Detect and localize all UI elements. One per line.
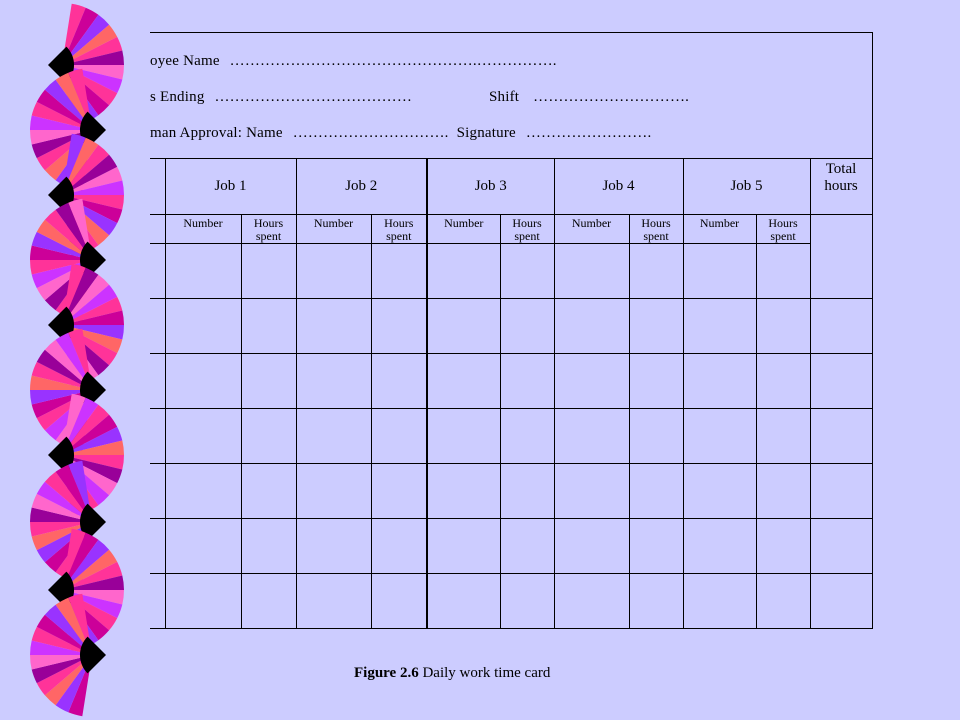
- row-stub-cell: [150, 354, 165, 409]
- job-header-3: Job 3: [427, 159, 554, 215]
- number-entry-cell[interactable]: [427, 299, 500, 354]
- hours-entry-cell[interactable]: [629, 299, 683, 354]
- total-hours-cell[interactable]: [810, 574, 872, 629]
- number-header: Number: [427, 215, 500, 244]
- number-entry-cell[interactable]: [296, 409, 371, 464]
- hours-entry-cell[interactable]: [371, 519, 427, 574]
- week-ending-label: s Ending: [150, 89, 205, 105]
- hours-label-line2: spent: [643, 229, 669, 243]
- hours-entry-cell[interactable]: [629, 574, 683, 629]
- total-hours-cell[interactable]: [810, 409, 872, 464]
- hours-entry-cell[interactable]: [500, 244, 554, 299]
- week-ending-dots: …………………………………: [214, 89, 413, 105]
- fan-handle: [80, 637, 106, 674]
- figure-text: Daily work time card: [422, 665, 551, 681]
- approval-name-dots: ………………………….: [292, 125, 449, 141]
- number-header: Number: [683, 215, 756, 244]
- row-stub-cell: [150, 409, 165, 464]
- number-entry-cell[interactable]: [427, 574, 500, 629]
- number-entry-cell[interactable]: [296, 354, 371, 409]
- hours-entry-cell[interactable]: [500, 354, 554, 409]
- number-entry-cell[interactable]: [683, 519, 756, 574]
- number-entry-cell[interactable]: [427, 519, 500, 574]
- hours-entry-cell[interactable]: [500, 464, 554, 519]
- number-entry-cell[interactable]: [296, 574, 371, 629]
- decorative-fan-border: [0, 0, 150, 720]
- number-entry-cell[interactable]: [296, 244, 371, 299]
- hours-entry-cell[interactable]: [629, 519, 683, 574]
- hours-label-line1: Hours: [253, 216, 284, 230]
- number-entry-cell[interactable]: [683, 409, 756, 464]
- hours-entry-cell[interactable]: [756, 354, 810, 409]
- table-row: [150, 464, 872, 519]
- number-entry-cell[interactable]: [554, 519, 629, 574]
- hours-entry-cell[interactable]: [756, 574, 810, 629]
- job-header-1: Job 1: [165, 159, 296, 215]
- table-row: [150, 244, 872, 299]
- hours-entry-cell[interactable]: [500, 299, 554, 354]
- number-entry-cell[interactable]: [165, 574, 241, 629]
- row-stub-cell: [150, 244, 165, 299]
- table-row: [150, 299, 872, 354]
- hours-entry-cell[interactable]: [241, 244, 296, 299]
- number-entry-cell[interactable]: [683, 354, 756, 409]
- hours-entry-cell[interactable]: [371, 244, 427, 299]
- hours-entry-cell[interactable]: [371, 464, 427, 519]
- hours-entry-cell[interactable]: [241, 299, 296, 354]
- sub-header-row: [150, 215, 872, 244]
- approval-line: [150, 125, 651, 142]
- row-stub-cell: [150, 215, 165, 244]
- number-entry-cell[interactable]: [554, 409, 629, 464]
- hours-entry-cell[interactable]: [500, 519, 554, 574]
- hours-entry-cell[interactable]: [756, 244, 810, 299]
- time-card-header: [150, 32, 873, 159]
- signature-dots: …………………….: [525, 125, 652, 141]
- number-header: Number: [165, 215, 241, 244]
- number-entry-cell[interactable]: [165, 244, 241, 299]
- table-row: [150, 354, 872, 409]
- number-entry-cell[interactable]: [427, 409, 500, 464]
- hours-entry-cell[interactable]: [371, 574, 427, 629]
- job-header-2: Job 2: [296, 159, 427, 215]
- approval-name-label: man Approval: Name: [150, 125, 283, 141]
- number-entry-cell[interactable]: [554, 354, 629, 409]
- hours-entry-cell[interactable]: [756, 519, 810, 574]
- number-entry-cell[interactable]: [165, 299, 241, 354]
- total-hours-cell[interactable]: [810, 215, 872, 299]
- number-entry-cell[interactable]: [296, 299, 371, 354]
- number-entry-cell[interactable]: [554, 244, 629, 299]
- hours-entry-cell[interactable]: [371, 354, 427, 409]
- total-label-line1: Total: [825, 161, 857, 177]
- number-entry-cell[interactable]: [296, 464, 371, 519]
- hours-entry-cell[interactable]: [756, 409, 810, 464]
- hours-entry-cell[interactable]: [756, 299, 810, 354]
- number-header: Number: [554, 215, 629, 244]
- hours-label-line2: spent: [770, 229, 796, 243]
- number-entry-cell[interactable]: [165, 464, 241, 519]
- number-entry-cell[interactable]: [683, 464, 756, 519]
- number-entry-cell[interactable]: [554, 299, 629, 354]
- hours-label-line2: spent: [514, 229, 540, 243]
- number-entry-cell[interactable]: [683, 244, 756, 299]
- row-stub-cell: [150, 574, 165, 629]
- hours-entry-cell[interactable]: [241, 409, 296, 464]
- employee-name-label: oyee Name: [150, 53, 220, 69]
- hours-spent-header: [500, 215, 554, 244]
- total-hours-cell[interactable]: [810, 464, 872, 519]
- hours-entry-cell[interactable]: [241, 354, 296, 409]
- hours-entry-cell[interactable]: [500, 409, 554, 464]
- table-row: [150, 409, 872, 464]
- total-hours-header: [810, 159, 872, 215]
- job-header-4: Job 4: [554, 159, 683, 215]
- shift-label: Shift: [489, 89, 520, 105]
- total-hours-cell[interactable]: [810, 519, 872, 574]
- number-entry-cell[interactable]: [165, 354, 241, 409]
- table-row: [150, 519, 872, 574]
- shift-dots: ………………………….: [533, 89, 690, 105]
- hours-label-line1: Hours: [768, 216, 798, 230]
- figure-label: Figure 2.6: [354, 665, 419, 681]
- time-card-table: [150, 158, 873, 629]
- hours-entry-cell[interactable]: [629, 464, 683, 519]
- number-entry-cell[interactable]: [165, 519, 241, 574]
- total-label-line2: hours: [824, 178, 858, 194]
- employee-name-dots: ………………………………………….…………….: [229, 53, 557, 69]
- week-ending-line: [150, 89, 412, 106]
- hours-entry-cell[interactable]: [756, 464, 810, 519]
- number-entry-cell[interactable]: [165, 409, 241, 464]
- job-header-row: [150, 159, 872, 215]
- hours-label-line2: spent: [386, 229, 412, 243]
- row-stub-cell: [150, 299, 165, 354]
- hours-spent-header: [371, 215, 427, 244]
- number-entry-cell[interactable]: [427, 354, 500, 409]
- number-entry-cell[interactable]: [554, 464, 629, 519]
- number-entry-cell[interactable]: [427, 244, 500, 299]
- row-stub-cell: [150, 159, 165, 215]
- number-entry-cell[interactable]: [427, 464, 500, 519]
- number-entry-cell[interactable]: [554, 574, 629, 629]
- number-entry-cell[interactable]: [296, 519, 371, 574]
- hours-spent-header: [241, 215, 296, 244]
- hours-entry-cell[interactable]: [371, 409, 427, 464]
- job-header-5: Job 5: [683, 159, 810, 215]
- hours-spent-header: [629, 215, 683, 244]
- table-row: [150, 574, 872, 629]
- hours-entry-cell[interactable]: [629, 354, 683, 409]
- hours-label-line1: Hours: [384, 216, 414, 230]
- hours-label-line1: Hours: [512, 216, 542, 230]
- number-header: Number: [296, 215, 371, 244]
- figure-caption: [354, 665, 550, 682]
- shift-line: [489, 89, 689, 106]
- hours-entry-cell[interactable]: [241, 574, 296, 629]
- hours-label-line1: Hours: [641, 216, 671, 230]
- hours-entry-cell[interactable]: [500, 574, 554, 629]
- number-entry-cell[interactable]: [683, 299, 756, 354]
- hours-entry-cell[interactable]: [629, 244, 683, 299]
- hours-entry-cell[interactable]: [241, 464, 296, 519]
- row-stub-cell: [150, 519, 165, 574]
- total-hours-cell[interactable]: [810, 299, 872, 354]
- hours-entry-cell[interactable]: [241, 519, 296, 574]
- hours-entry-cell[interactable]: [371, 299, 427, 354]
- hours-entry-cell[interactable]: [629, 409, 683, 464]
- hours-spent-header: [756, 215, 810, 244]
- signature-label: Signature: [456, 125, 516, 141]
- employee-name-line: [150, 53, 557, 70]
- total-hours-cell[interactable]: [810, 354, 872, 409]
- hours-label-line2: spent: [255, 229, 282, 243]
- number-entry-cell[interactable]: [683, 574, 756, 629]
- row-stub-cell: [150, 464, 165, 519]
